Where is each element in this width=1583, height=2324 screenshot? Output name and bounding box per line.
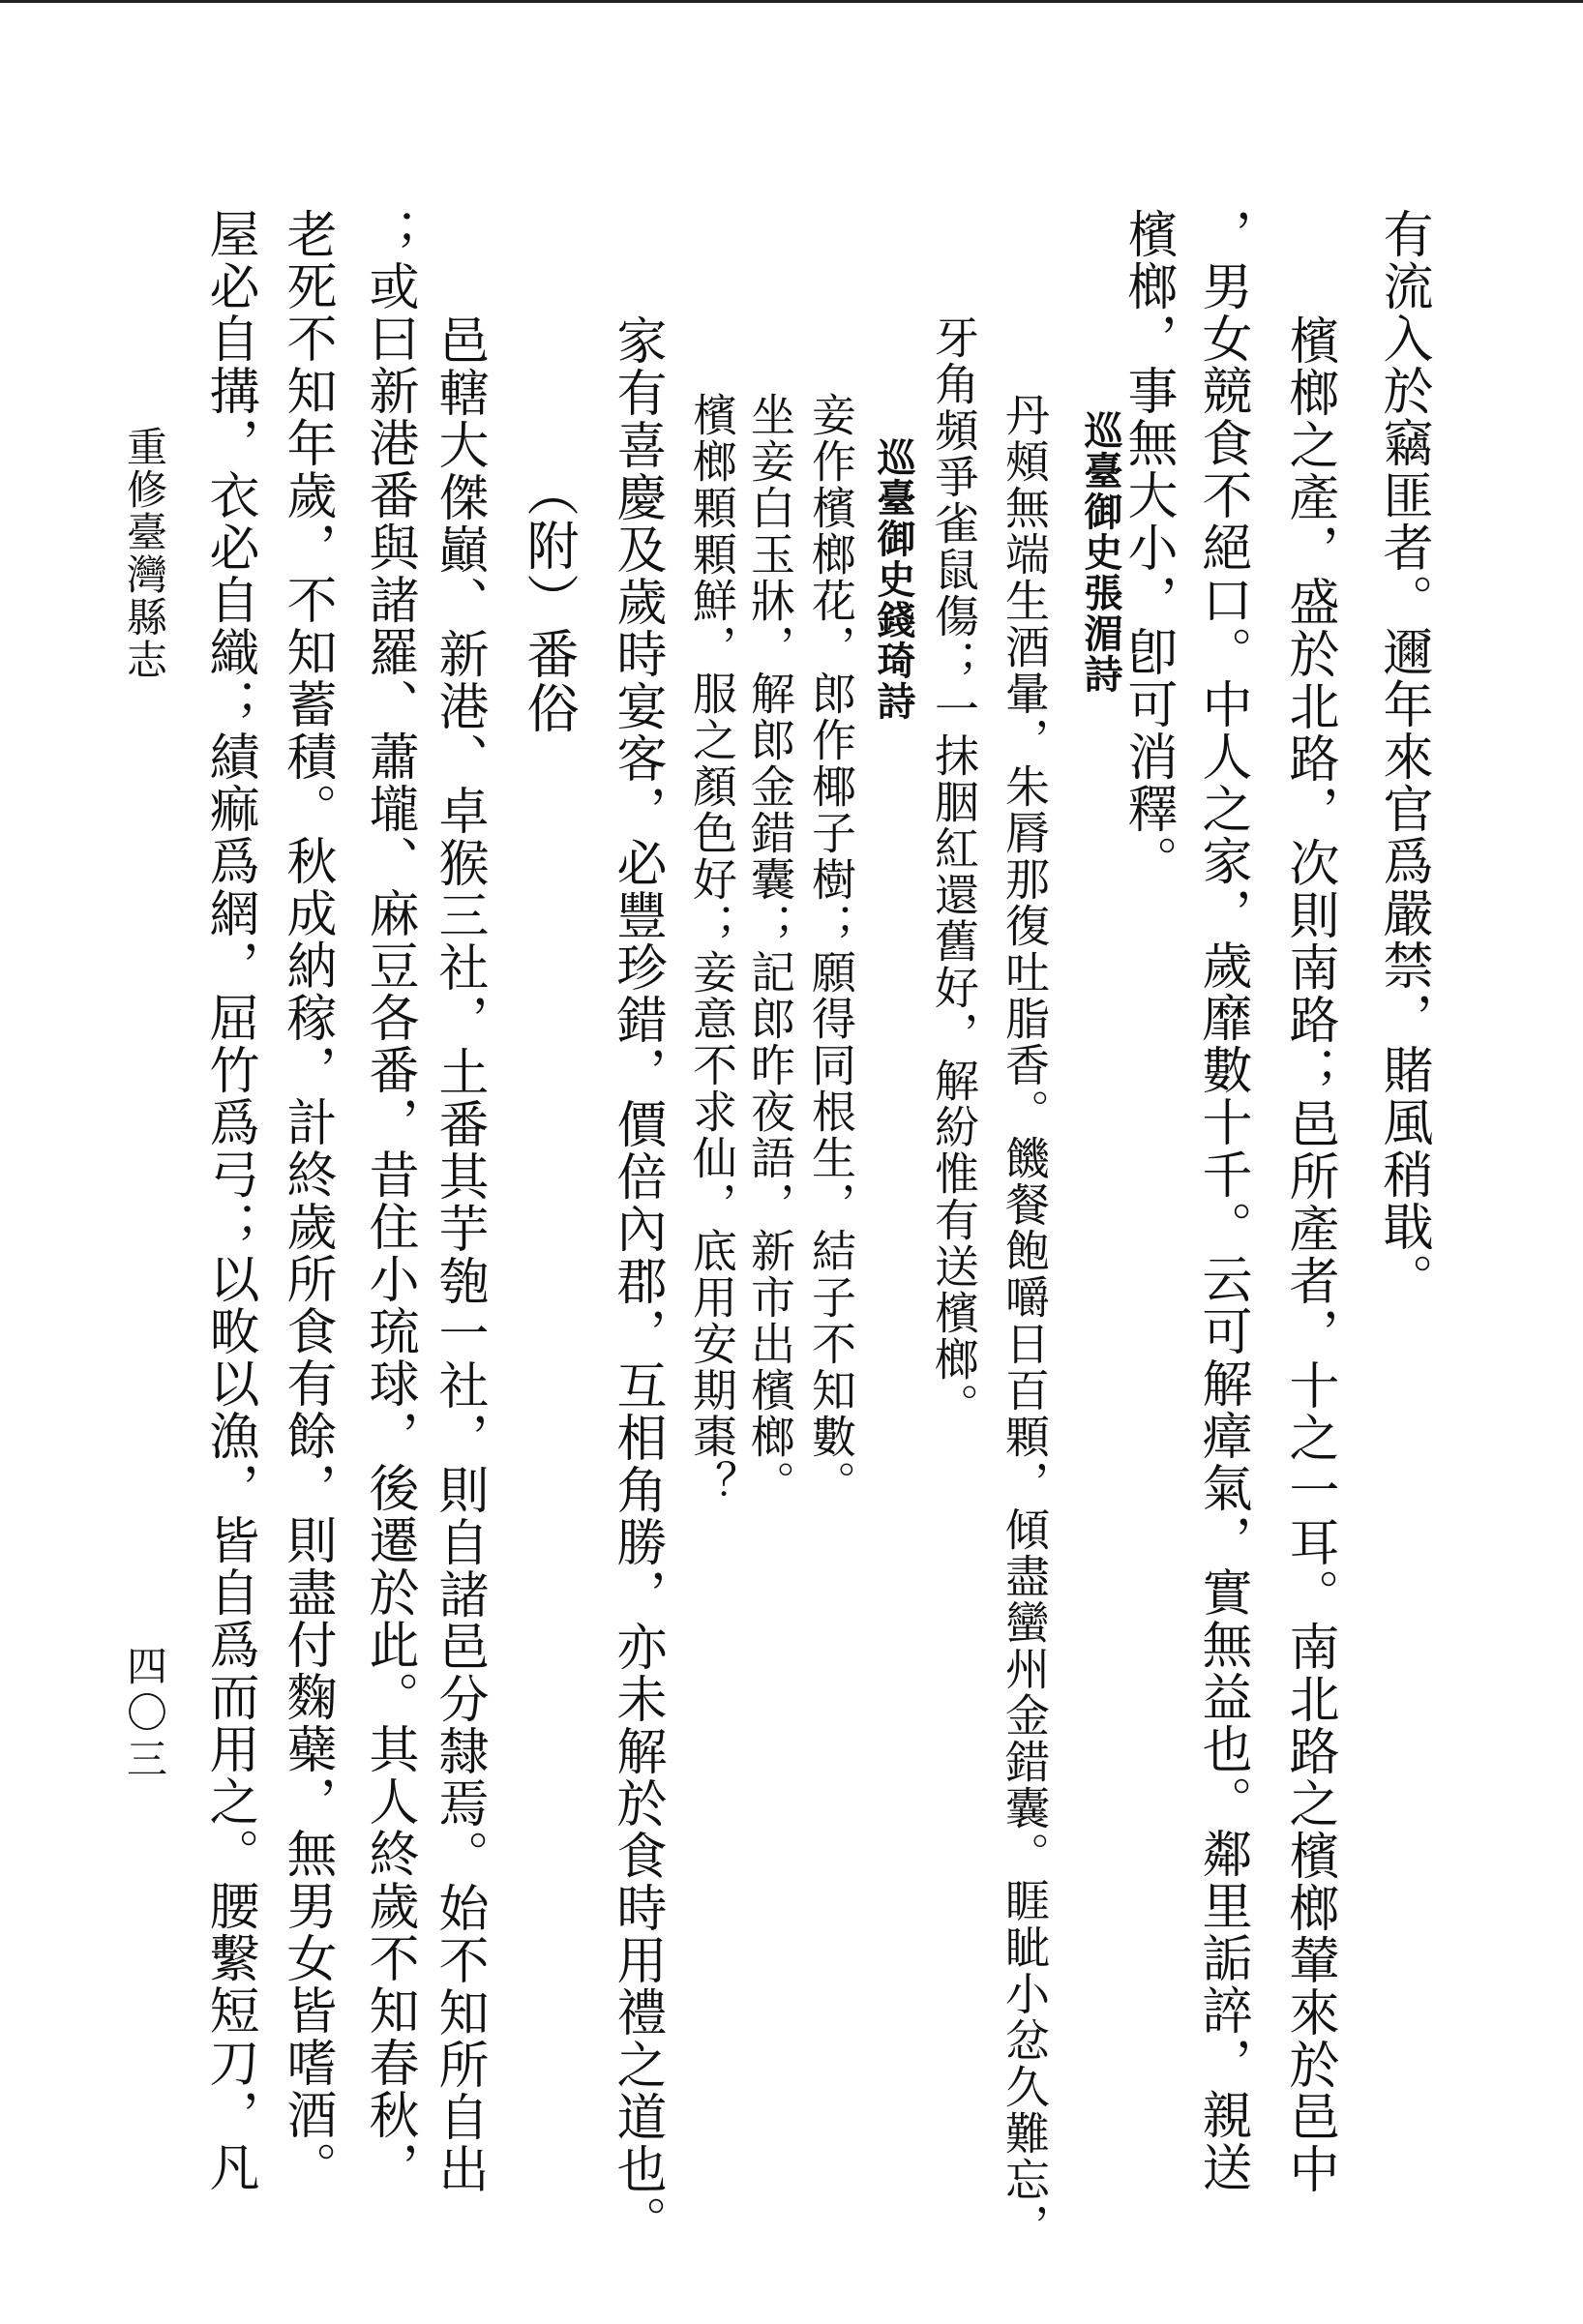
text-column-8: 老死不知年歲，不知蓄積。秋成納稼，計終歲所食有餘，則盡付麴蘗，無男女皆嗜酒。 [278, 208, 336, 2193]
text-column-5: 家有喜慶及歲時宴客，必豐珍錯，價倍內郡，互相角勝，亦未解於食時用禮之道也。 [608, 314, 666, 2248]
text-column-3: ，男女競食不絕口。中人之家，歲靡數十千。云可解瘴氣，實無益也。鄰里詬誶，親送 [1193, 208, 1251, 2193]
poem-line-3: 妾作檳榔花，郎作椰子樹；願得同根生，結子不知數。 [805, 392, 857, 1506]
poem-line-4: 坐妾白玉牀，解郎金錯囊；記郎昨夜語，新市出檳榔。 [744, 392, 796, 1506]
poem-line-2: 牙角頻爭雀鼠傷；一抹胭紅還舊好，解紛惟有送檳榔。 [928, 314, 980, 1429]
poem-heading-zhang-mei: 巡臺御史張湄詩 [1078, 410, 1123, 695]
poem-heading-qian-qi: 巡臺御史錢琦詩 [871, 437, 916, 722]
text-column-4: 檳榔，事無大小，卽可消釋。 [1119, 208, 1177, 887]
top-rule [0, 0, 1583, 3]
poem-line-5: 檳榔顆顆鮮，服之顏色好；妾意不求仙，底用安期棗？ [686, 392, 738, 1506]
page-number: 四〇三 [121, 1645, 168, 1784]
poem-line-1: 丹頰無端生酒暈，朱脣那復吐脂香。饑餐飽嚼日百顆，傾盡蠻州金錯囊。睚眦小忿久難忘， [999, 392, 1051, 2250]
text-column-2: 檳榔之產，盛於北路，次則南路；邑所產者，十之一耳。南北路之檳榔輦來於邑中 [1280, 314, 1338, 2195]
text-column-1: 有流入於竊匪者。邇年來官爲嚴禁，賭風稍戢。 [1374, 208, 1432, 1305]
text-column-6: 邑轄大傑巓、新港、卓猴三社，土番其芋匏一社，則自諸邑分隸焉。始不知所自出 [430, 314, 488, 2195]
section-heading-fanzu: （附）番俗 [519, 464, 580, 735]
text-column-7: ；或曰新港番與諸羅、蕭壠、麻豆各番，昔住小琉球，後遷於此。其人終歲不知春秋， [360, 208, 418, 2193]
text-column-9: 屋必自搆，衣必自織；績痲爲網，屈竹爲弓；以畋以漁，皆自爲而用之。腰繫短刀，凡 [200, 208, 258, 2193]
book-title-footer: 重修臺灣縣志 [121, 426, 168, 681]
